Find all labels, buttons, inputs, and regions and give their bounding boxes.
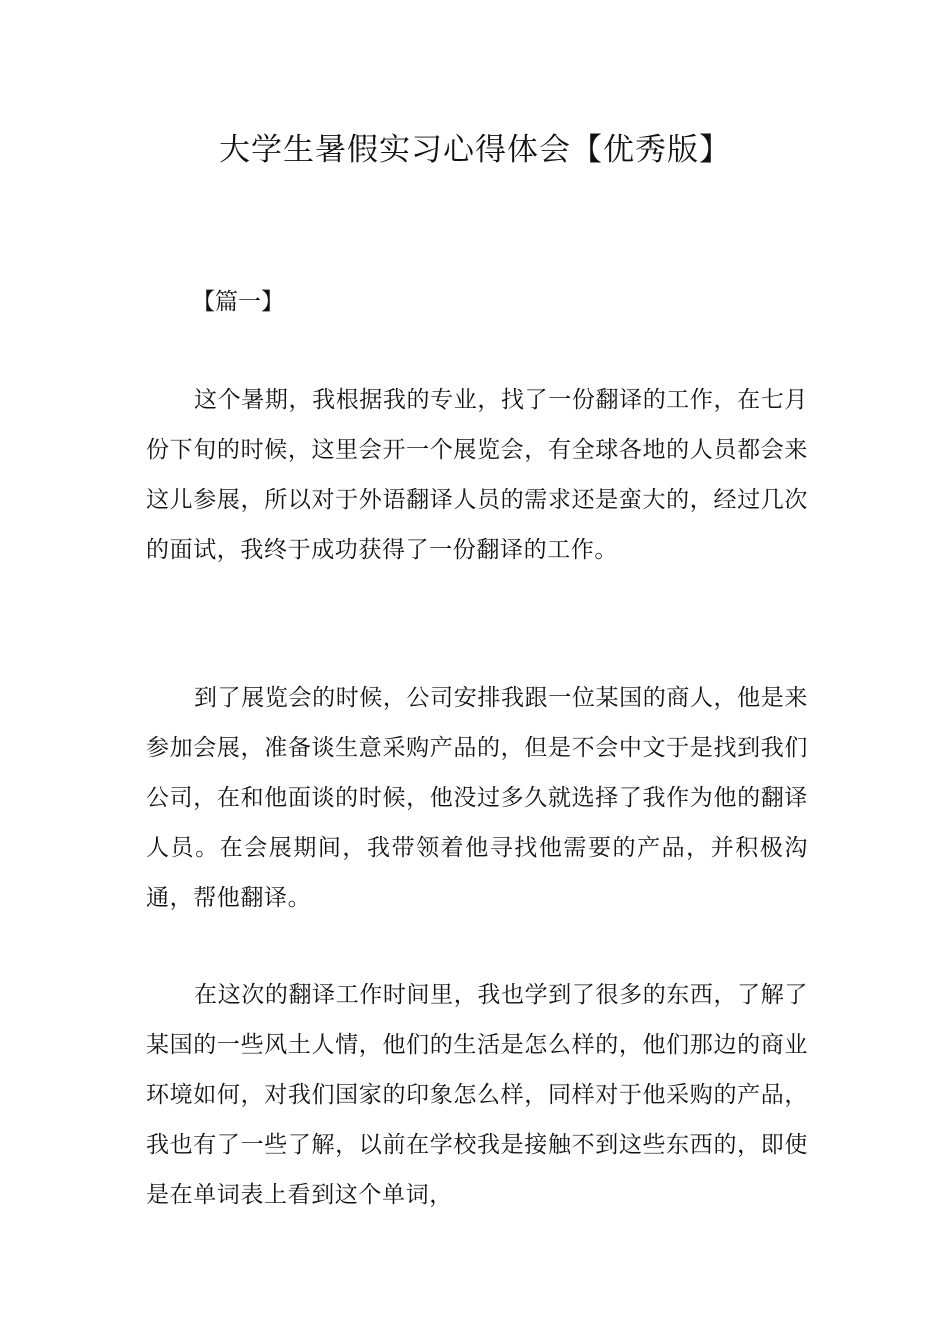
document-title: 大学生暑假实习心得体会【优秀版】 — [219, 132, 731, 168]
paragraph-2: 到了展览会的时候，公司安排我跟一位某国的商人，他是来参加会展，准备谈生意采购产品的，但是不会中文于是找到我们公司，在和他面谈的时候，他没过多久就选择了我作为他的翻译人员。在会展期间，我带领着他寻找他需要的产品，并积极沟通，帮他翻译。 — [146, 685, 808, 911]
section-label: 【篇一】 — [192, 289, 284, 315]
paragraph-1: 这个暑期，我根据我的专业，找了一份翻译的工作，在七月份下旬的时候，这里会开一个展览会，有全球各地的人员都会来这儿参展，所以对于外语翻译人员的需求还是蛮大的，经过几次的面试，我终于成功获得了一份翻译的工作。 — [146, 387, 808, 563]
paragraph-3: 在这次的翻译工作时间里，我也学到了很多的东西，了解了某国的一些风土人情，他们的生活是怎么样的，他们那边的商业环境如何，对我们国家的印象怎么样，同样对于他采购的产品，我也有了一些了解，以前在学校我是接触不到这些东西的，即使是在单词表上看到这个单词， — [146, 982, 808, 1208]
